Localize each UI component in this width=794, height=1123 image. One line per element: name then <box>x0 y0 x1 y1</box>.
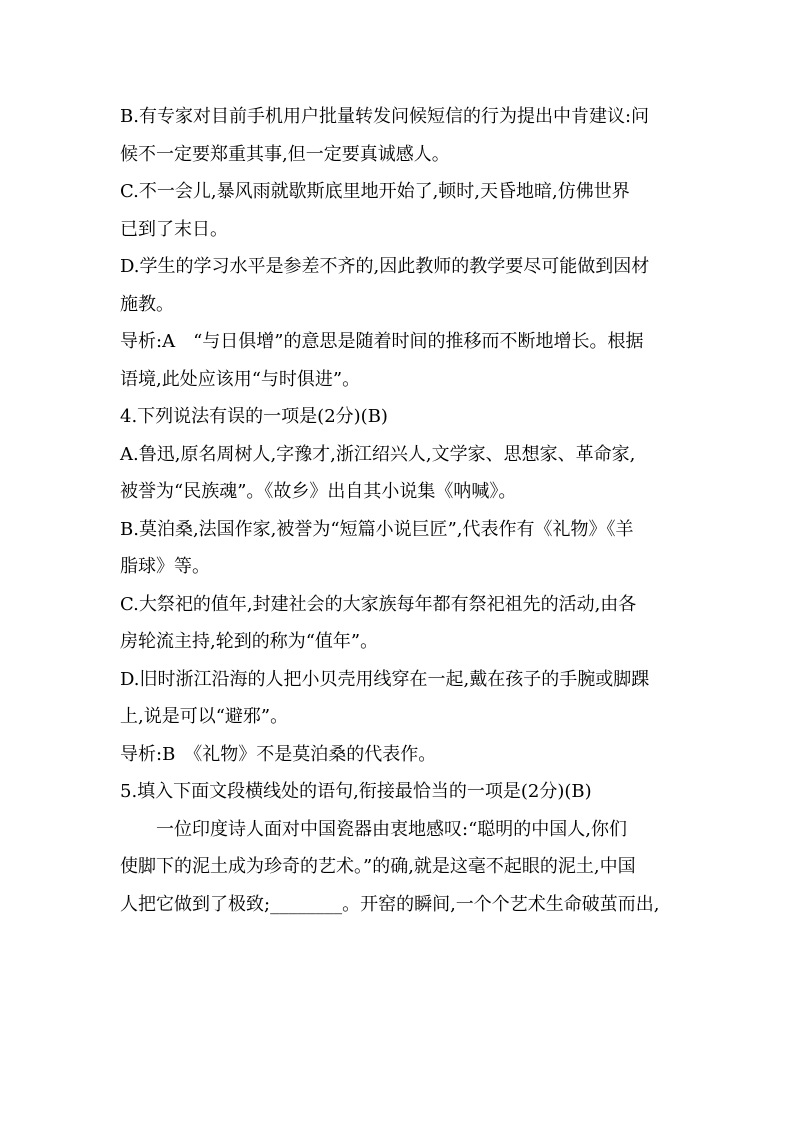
analysis-3-line-1: 导析:A “与日俱增”的意思是随着时间的推移而不断地增长。根据 <box>120 331 644 352</box>
option-b-line-2: 候不一定要郑重其事,但一定要真诚感人。 <box>120 143 450 165</box>
option-c-line-2: 已到了末日。 <box>120 218 228 240</box>
q4-option-a-line-2: 被誉为“民族魂”。《故乡》出自其小说集《呐喊》。 <box>120 481 517 502</box>
option-c-line-1: C.不一会儿,暴风雨就歇斯底里地开始了,顿时,天昏地暗,仿佛世界 <box>120 181 630 202</box>
q4-option-c-line-1: C.大祭祀的值年,封建社会的大家族每年都有祭祀祖先的活动,由各 <box>120 593 637 615</box>
q4-option-d-line-2: 上,说是可以“避邪”。 <box>120 706 289 727</box>
analysis-4: 导析:B 《礼物》不是莫泊桑的代表作。 <box>120 743 437 765</box>
q4-option-c-line-2: 房轮流主持,轮到的称为“值年”。 <box>120 631 379 652</box>
question-5-title: 5.填入下面文段横线处的语句,衔接最恰当的一项是(2分)(B) <box>120 781 592 802</box>
option-b-line-1: B.有专家对目前手机用户批量转发问候短信的行为提出中肯建议:问 <box>120 106 650 127</box>
q4-option-b-line-2: 脂球》等。 <box>120 556 210 577</box>
document-body <box>120 98 680 923</box>
q4-option-b-line-1: B.莫泊桑,法国作家,被誉为“短篇小说巨匠”,代表作有《礼物》《羊 <box>120 518 634 540</box>
passage-line-3: 人把它做到了极致;________。开窑的瞬间,一个个艺术生命破茧而出, <box>120 893 660 915</box>
analysis-3-line-2: 语境,此处应该用“与时俱进”。 <box>120 368 361 390</box>
passage-line-2: 使脚下的泥土成为珍奇的艺术。”的确,就是这毫不起眼的泥土,中国 <box>120 856 636 877</box>
option-d-line-2: 施教。 <box>120 293 174 315</box>
passage-line-1: 一位印度诗人面对中国瓷器由衷地感叹:“聪明的中国人,你们 <box>156 818 627 840</box>
question-4-title: 4.下列说法有误的一项是(2分)(B) <box>120 406 388 427</box>
option-d-line-1: D.学生的学习水平是参差不齐的,因此教师的教学要尽可能做到因材 <box>120 256 650 277</box>
q4-option-a-line-1: A.鲁迅,原名周树人,字豫才,浙江绍兴人,文学家、思想家、革命家, <box>120 443 636 465</box>
q4-option-d-line-1: D.旧时浙江沿海的人把小贝壳用线穿在一起,戴在孩子的手腕或脚踝 <box>120 668 650 690</box>
